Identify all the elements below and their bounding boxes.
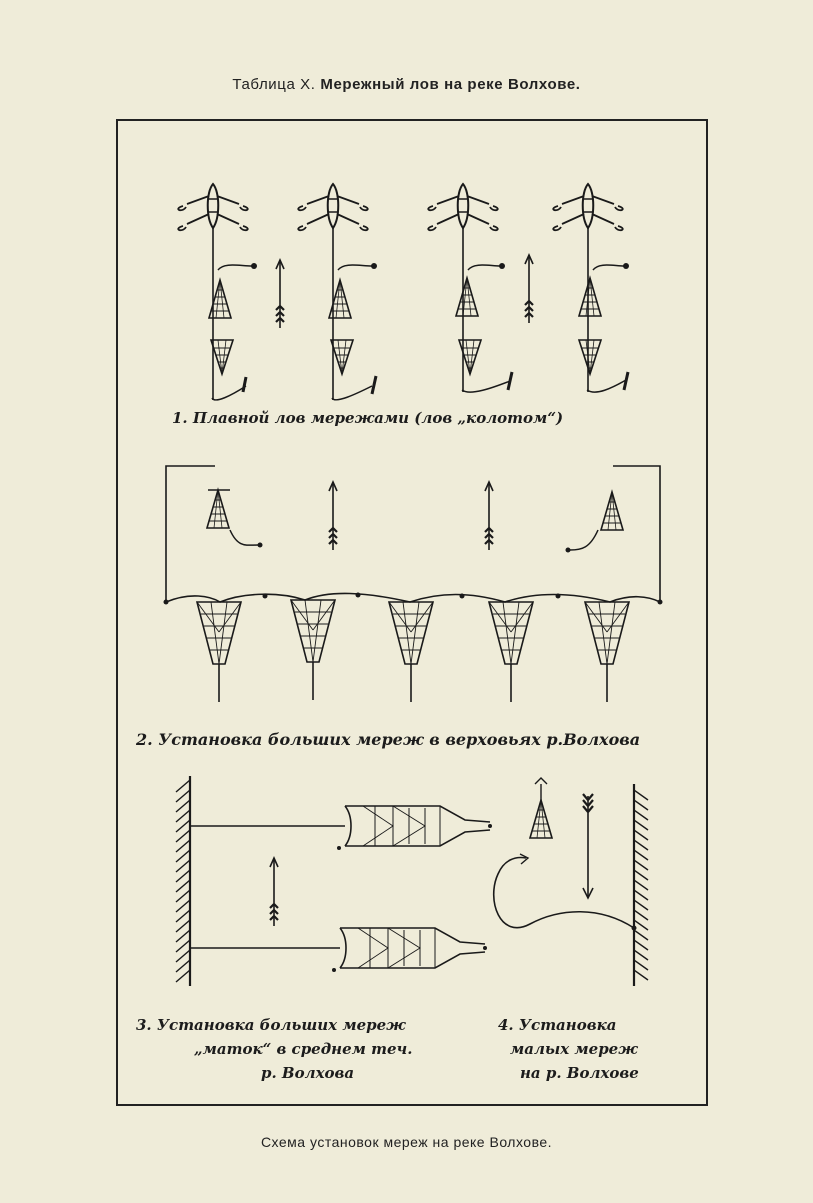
current-arrow-fig1-a: [276, 260, 284, 328]
current-arrow-fig2-a: [329, 482, 337, 550]
figure3-label-line1: 3. Установка больших мереж: [136, 1016, 406, 1034]
figure-caption: Схема установок мереж на реке Волхове.: [260, 1134, 553, 1150]
boat-column-4: [553, 184, 629, 392]
current-arrow-fig2-b: [485, 482, 493, 550]
table-title: Мережный лов на реке Волхове.: [320, 76, 581, 93]
current-arrow-fig3: [270, 858, 278, 926]
figure1-drift-boats: [178, 184, 629, 400]
figure3-label-line3: р. Волхова: [261, 1064, 355, 1082]
figure2-label: 2. Установка больших мереж в верховьях р.Волхова: [136, 730, 641, 749]
boat-column-1: [178, 184, 257, 400]
figure4-label-line2: малых мереж: [510, 1040, 638, 1058]
figure3-label: [136, 1013, 412, 1085]
figure1-label: 1. Плавной лов мережами (лов „колотом“): [172, 409, 564, 427]
figure3-matki-nets: [176, 776, 492, 986]
boat-column-3: [428, 184, 512, 392]
figure4-small-nets: [494, 778, 648, 986]
table-number: Таблица X.: [232, 76, 316, 93]
current-arrow-fig1-b: [525, 255, 533, 323]
figure3-label-line2: „маток“ в среднем теч.: [194, 1040, 413, 1058]
current-arrow-fig4: [583, 794, 593, 898]
figure4-label-line1: 4. Установка: [498, 1016, 617, 1034]
figure4-label: [498, 1013, 639, 1085]
figure2-upstream-nets: [164, 466, 663, 702]
figure4-label-line3: на р. Волхове: [520, 1064, 639, 1082]
boat-column-2: [298, 184, 377, 400]
